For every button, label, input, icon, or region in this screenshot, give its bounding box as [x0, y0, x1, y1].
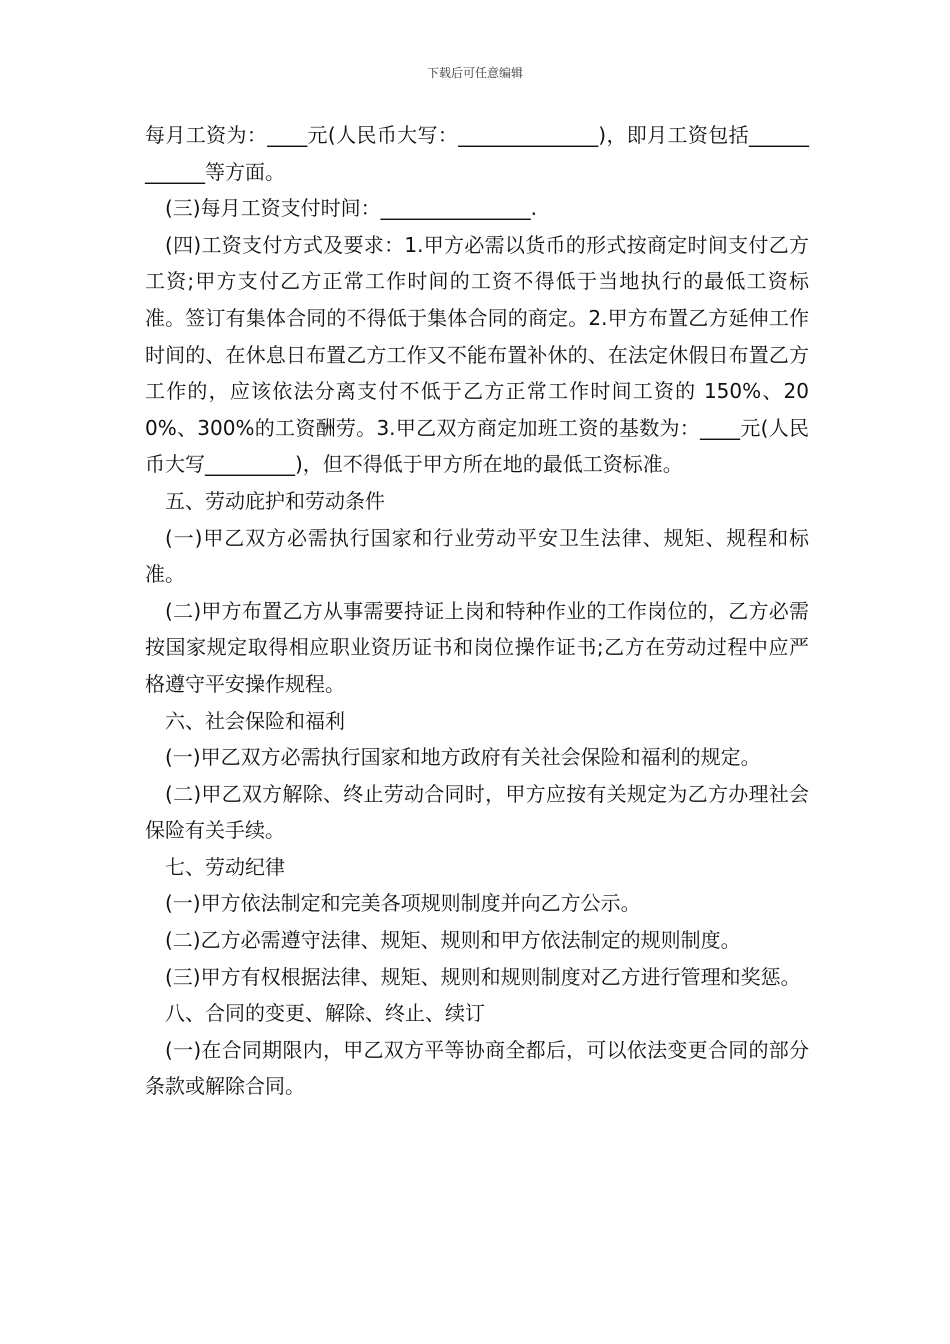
paragraph-rules-publication: (一)甲方依法制定和完美各项规则制度并向乙方公示。	[165, 891, 641, 916]
document-body	[145, 117, 809, 1105]
paragraph-wage-payment-time: (三)每月工资支付时间：_______________.	[165, 196, 537, 221]
section-heading-contract-changes: 八、合同的变更、解除、终止、续订	[165, 1001, 485, 1026]
paragraph-contract-modification: (一)在合同期限内，甲乙双方平等协商全都后，可以依法变更合同的部分条款或解除合同。	[145, 1037, 809, 1099]
paragraph-safety-laws: (一)甲乙双方必需执行国家和行业劳动平安卫生法律、规矩、规程和标准。	[145, 525, 809, 587]
section-heading-labor-protection: 五、劳动庇护和劳动条件	[165, 488, 385, 513]
section-heading-labor-discipline: 七、劳动纪律	[165, 854, 285, 879]
paragraph-insurance-procedures: (二)甲乙双方解除、终止劳动合同时，甲方应按有关规定为乙方办理社会保险有关手续。	[145, 781, 809, 843]
section-heading-social-insurance: 六、社会保险和福利	[165, 708, 345, 733]
paragraph-rules-compliance: (二)乙方必需遵守法律、规矩、规则和甲方依法制定的规则制度。	[165, 928, 741, 953]
paragraph-wage-payment-method: (四)工资支付方式及要求：1.甲方必需以货币的形式按商定时间支付乙方工资;甲方支付乙方正常工作时间的工资不得低于当地执行的最低工资标准。签订有集体合同的不得低于集体合同的商定。2.甲方布置乙方延伸工作时间的、在休息日布置乙方工作又不能布置补休的、在法定休假日布置乙方工作的，应该依法分离支付不低于乙方正常工作时间工资的 150%、200%、300%的工资酬劳。3.甲乙双方商定加班工资的基数为：____元(人民币大写_________)，但不得低于甲方所在地的最低工资标准。	[145, 232, 809, 477]
paragraph-certified-positions: (二)甲方布置乙方从事需要持证上岗和特种作业的工作岗位的，乙方必需按国家规定取得相应职业资历证书和岗位操作证书;乙方在劳动过程中应严格遵守平安操作规程。	[145, 598, 809, 696]
paragraph-insurance-regulations: (一)甲乙双方必需执行国家和地方政府有关社会保险和福利的规定。	[165, 745, 761, 770]
page-header: 下载后可任意编辑	[426, 66, 523, 80]
paragraph-management-rights: (三)甲方有权根据法律、规矩、规则和规则制度对乙方进行管理和奖惩。	[165, 964, 801, 989]
paragraph-monthly-wage: 每月工资为：____元(人民币大写：______________)，即月工资包括____________等方面。	[145, 123, 809, 184]
